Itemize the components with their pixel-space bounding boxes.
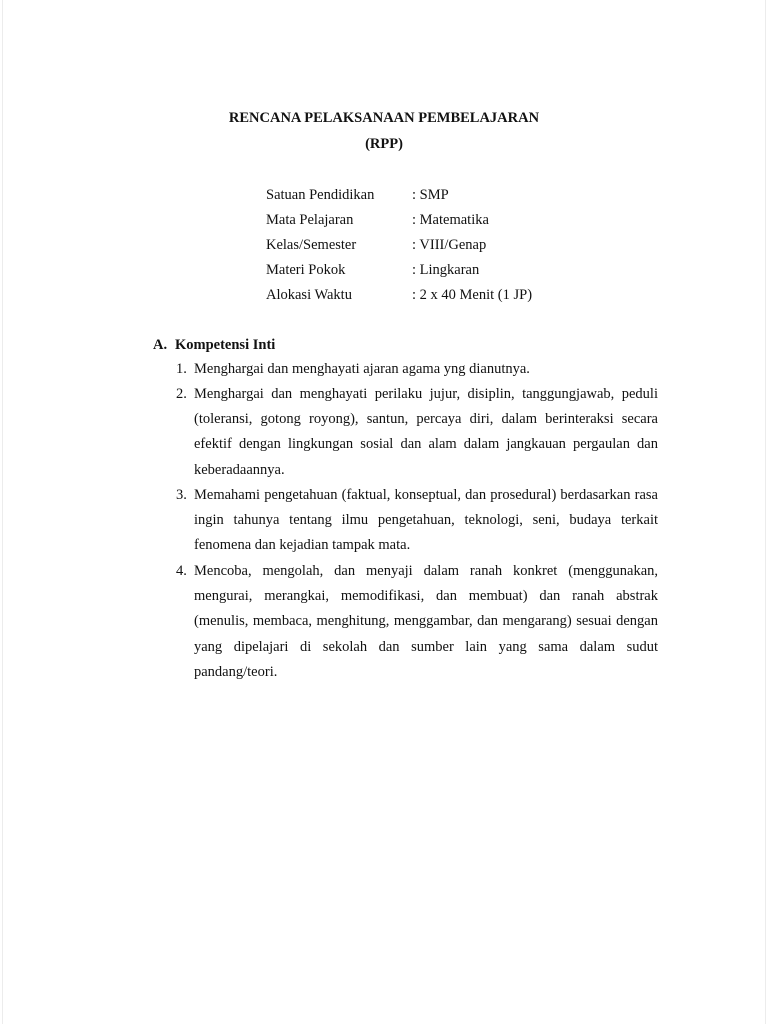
list-item-text: Menghargai dan menghayati ajaran agama yng dianutnya. [194, 361, 530, 377]
identity-label: Alokasi Waktu [266, 287, 352, 303]
document-title: RENCANA PELAKSANAAN PEMBELAJARAN [228, 110, 540, 126]
list-item [176, 382, 658, 483]
list-item-text: Menghargai dan menghayati perilaku jujur, disiplin, tanggungjawab, peduli (toleransi, gotong royong), santun, percaya diri, dalam berinteraksi secara efektif dengan lingkungan sosial dan alam dalam jangkauan pergaulan dan keberadaannya. [194, 386, 658, 478]
section-title: Kompetensi Inti [175, 337, 276, 353]
list-item-number: 3. [176, 487, 187, 503]
document-subtitle: (RPP) [365, 136, 403, 152]
section-heading-kompetensi-inti [153, 337, 275, 354]
identity-label: Mata Pelajaran [266, 212, 354, 228]
page-left-edge [2, 0, 3, 1024]
identity-label: Materi Pokok [266, 262, 346, 278]
list-item-number: 1. [176, 361, 187, 377]
page-right-edge [765, 0, 766, 1024]
list-item-number: 2. [176, 386, 187, 402]
identity-value: : VIII/Genap [412, 237, 487, 253]
identity-label: Kelas/Semester [266, 237, 357, 253]
list-item [176, 357, 658, 382]
identity-value: : 2 x 40 Menit (1 JP) [412, 287, 533, 303]
list-item [176, 559, 658, 685]
list-item-text: Memahami pengetahuan (faktual, konseptual, dan prosedural) berdasarkan rasa ingin tahunya tentang ilmu pengetahuan, teknologi, seni, budaya terkait fenomena dan kejadian tampak mata. [194, 487, 658, 554]
section-letter: A. [153, 337, 168, 353]
identity-value: : Matematika [412, 212, 489, 228]
identity-value: : Lingkaran [412, 262, 480, 278]
list-item-number: 4. [176, 563, 187, 579]
identity-value: : SMP [412, 187, 449, 203]
list-item-text: Mencoba, mengolah, dan menyaji dalam ranah konkret (menggunakan, mengurai, merangkai, memodifikasi, dan membuat) dan ranah abstrak (menulis, membaca, menghitung, menggambar, dan mengarang) sesuai dengan yang dipelajari di sekolah dan sumber lain yang sama dalam sudut pandang/teori. [194, 563, 658, 680]
identity-label: Satuan Pendidikan [266, 187, 375, 203]
list-item [176, 483, 658, 559]
